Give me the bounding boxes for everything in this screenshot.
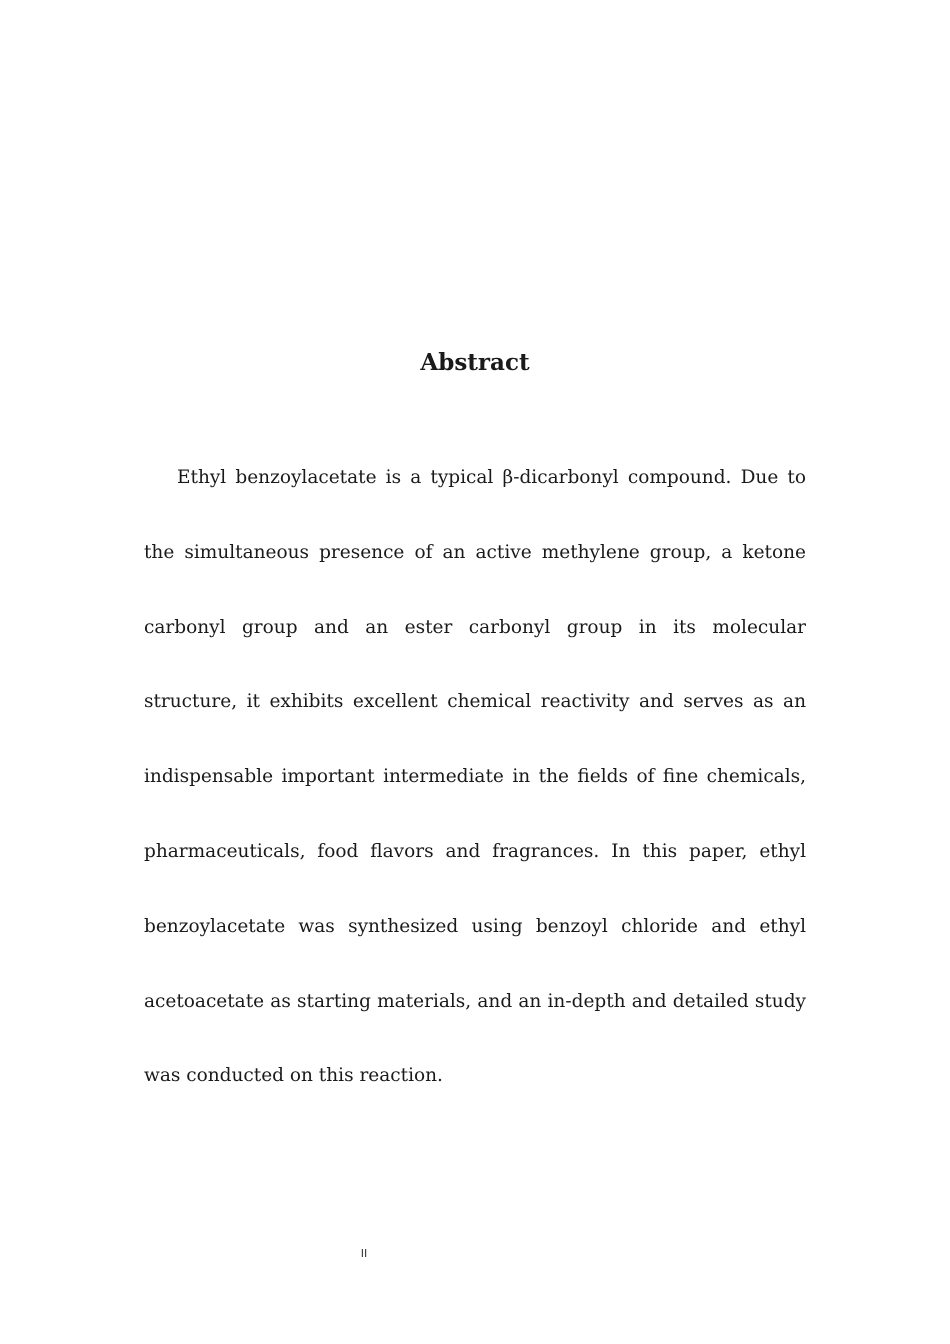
page-number: II bbox=[360, 1247, 368, 1260]
page-title: Abstract bbox=[420, 349, 530, 376]
abstract-paragraph: Ethyl benzoylacetate is a typical β-dicarbonyl compound. Due to the simultaneous presence of an active methylene group, a ketone carbonyl group and an ester carbonyl group in its molecular structure, it exhibits excellent chemical reactivity and serves as an indispensable important intermediate in the fields of fine chemicals, pharmaceuticals, food flavors and fragrances. In this paper, ethyl benzoylacetate was synthesized using benzoyl chloride and ethyl acetoacetate as starting materials, and an in-depth and detailed study was conducted on this reaction. bbox=[144, 467, 806, 1087]
